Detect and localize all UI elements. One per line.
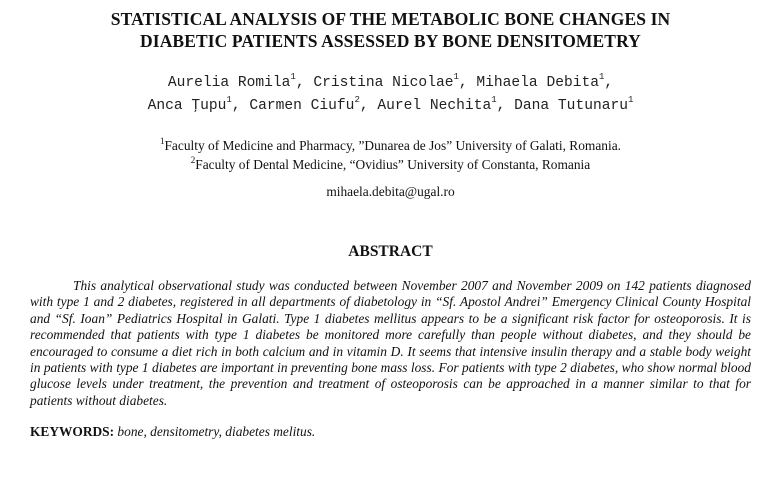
abstract-body: This analytical observational study was conducted between November 2007 and November 2009 on 142 patients diagnosed with type 1 and 2 diabetes, registered in all departments of diabetology in “Sf. Apostol Andrei” Emergency Clinical County Hospital and “Sf. Ioan” Pediatrics Hospital in Galati. Type 1 diabetes mellitus appears to be a significant risk factor for osteoporosis. It is recommended that patients with type 1 diabetes be monitored more carefully than people without diabetes, and they should be encouraged to consume a diet rich in both calcium and in vitamin D. It seems that intensive insulin therapy and a stable body weight in patients with type 1 diabetes are important in preventing bone mass loss. For patients with type 2 diabetes, who show normal blood glucose levels under treatment, the prevention and treatment of osteoporosis can be approached in a manner similar to that for patients without diabetes. xyxy=(30,278,751,408)
title-line-1: STATISTICAL ANALYSIS OF THE METABOLIC BONE CHANGES IN xyxy=(110,9,671,29)
affiliation-mark: 2 xyxy=(190,154,196,165)
author-name: Mihaela Debita xyxy=(476,75,599,91)
author-list xyxy=(30,72,751,118)
keywords-label: KEYWORDS: xyxy=(30,424,115,440)
keywords-text: bone, densitometry, diabetes melitus. xyxy=(114,424,316,440)
author-affiliation-mark: 2 xyxy=(354,95,360,106)
affiliation-2 xyxy=(30,155,751,174)
author-name: Dana Tutunaru xyxy=(514,98,628,114)
author-affiliation-mark: 1 xyxy=(290,72,296,83)
affiliation-text: Faculty of Medicine and Pharmacy, ”Dunarea de Jos” University of Galati, Romania. xyxy=(164,138,621,153)
title-line-2: DIABETIC PATIENTS ASSESSED BY BONE DENSITOMETRY xyxy=(140,31,641,51)
author-affiliation-mark: 1 xyxy=(453,72,459,83)
abstract-heading: ABSTRACT xyxy=(348,243,433,260)
paper-page xyxy=(0,8,781,500)
author-name: Aurel Nechita xyxy=(377,98,492,114)
author-line-2: Anca Ţupu$^1$, Carmen Ciufu$^2$, Aurel Nechita$^1$, Dana Tutunaru$^1$ xyxy=(147,95,634,114)
affiliation-list xyxy=(30,136,751,174)
author-name: Carmen Ciufu xyxy=(249,98,355,114)
author-affiliation-mark: 1 xyxy=(628,95,634,106)
contact-email: mihaela.debita@ugal.ro xyxy=(326,184,455,199)
author-affiliation-mark: 1 xyxy=(226,95,232,106)
affiliation-mark: 1 xyxy=(159,135,165,146)
affiliation-1 xyxy=(30,136,751,155)
author-name: Anca Ţupu xyxy=(147,98,227,114)
affiliation-text: Faculty of Dental Medicine, “Ovidius” University of Constanta, Romania xyxy=(195,157,591,172)
paper-title xyxy=(30,8,751,52)
author-name: Cristina Nicolae xyxy=(313,75,454,91)
keywords-line xyxy=(30,423,751,440)
author-affiliation-mark: 1 xyxy=(491,95,497,106)
author-name: Aurelia Romila xyxy=(167,75,291,91)
author-affiliation-mark: 1 xyxy=(599,72,605,83)
author-line-1: Aurelia Romila$^1$, Cristina Nicolae$^1$, Mihaela Debita$^1$, xyxy=(167,72,614,91)
